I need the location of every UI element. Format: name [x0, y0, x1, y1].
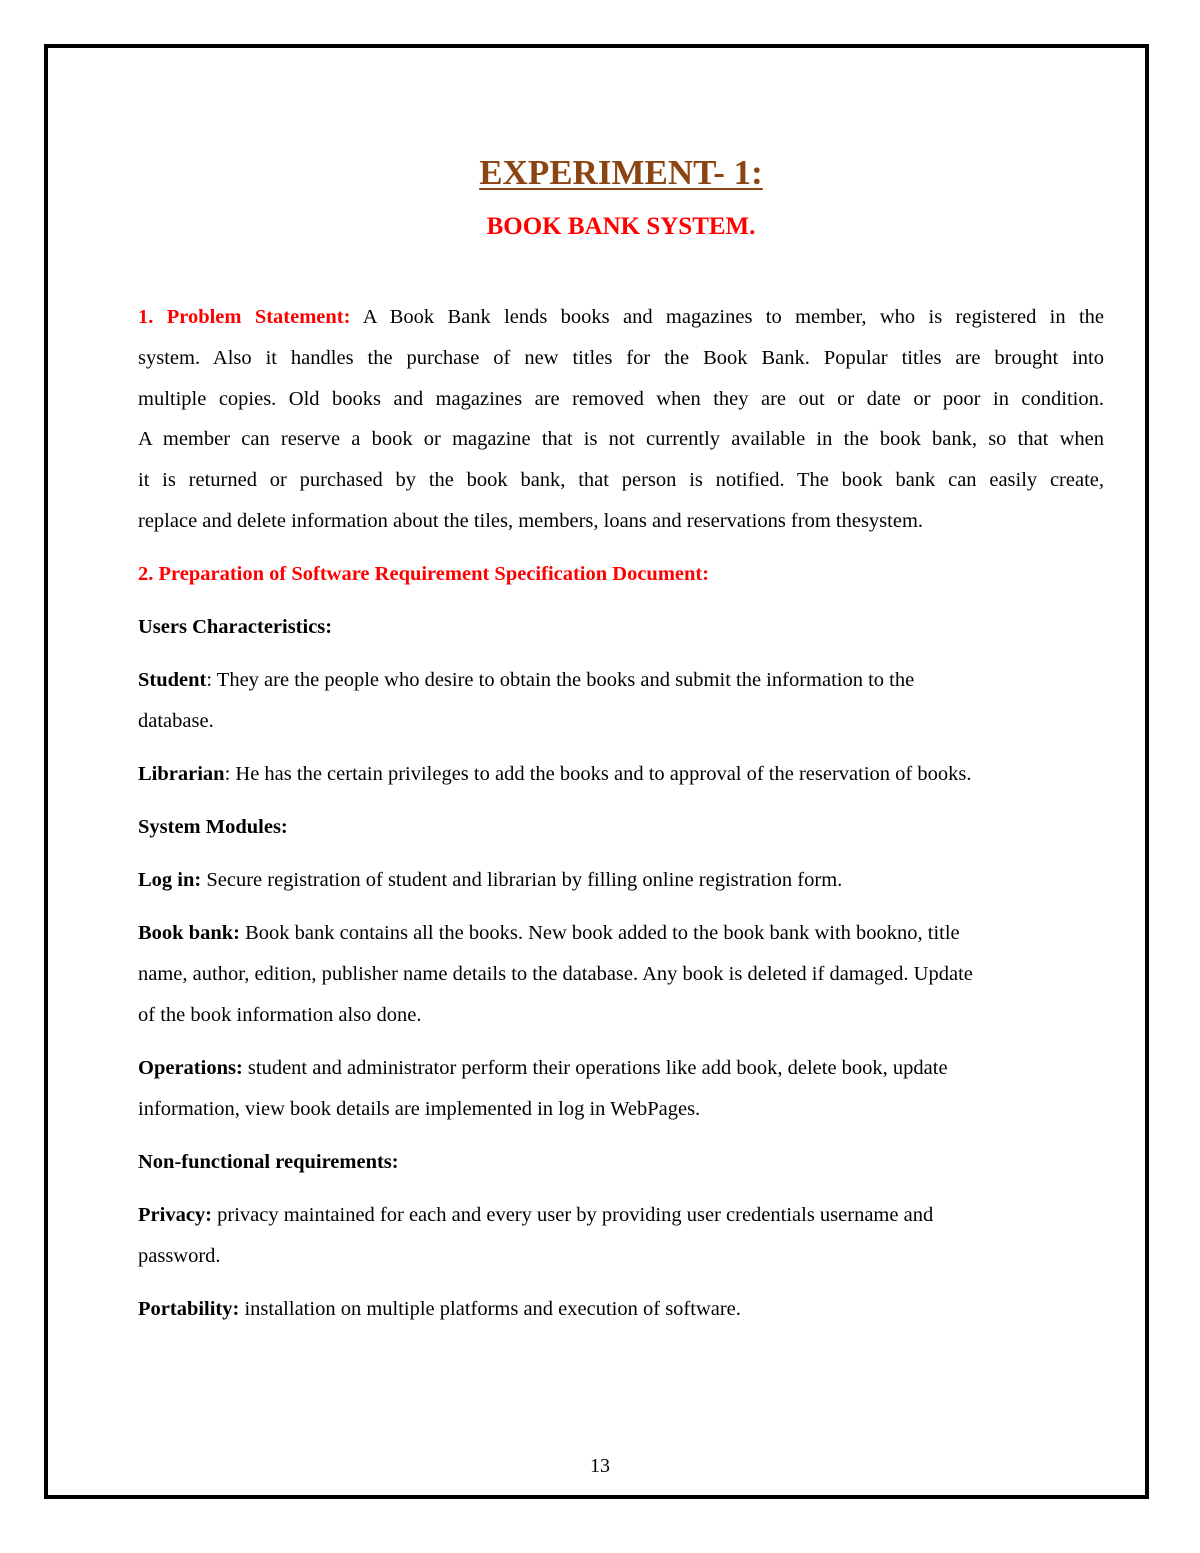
bookbank-text: Book bank contains all the books. New book added to the book bank with bookno, title — [239, 921, 960, 944]
problem-statement-line — [138, 297, 1104, 338]
operations-text-line2: information, view book details are implemented in log in WebPages. — [138, 1097, 701, 1120]
problem-statement — [138, 297, 1104, 542]
document-title: EXPERIMENT- 1: — [479, 153, 763, 192]
bookbank-text-line2: name, author, edition, publisher name details to the database. Any book is deleted if damaged. Update — [138, 962, 973, 985]
users-characteristics-heading: Users Characteristics: — [138, 615, 333, 638]
login-module — [138, 860, 1104, 901]
portability-label: Portability: — [138, 1297, 240, 1320]
page-number: 13 — [590, 1455, 610, 1477]
problem-statement-line: system. Also it handles the purchase of new titles for the Book Bank. Popular titles are brought into — [138, 346, 1104, 369]
portability-requirement — [138, 1289, 1104, 1330]
librarian-text: : He has the certain privileges to add the books and to approval of the reservation of books. — [224, 762, 972, 785]
problem-statement-line: replace and delete information about the tiles, members, loans and reservations from thesystem. — [138, 509, 924, 532]
librarian-label: Librarian — [138, 762, 225, 785]
login-text: Secure registration of student and librarian by filling online registration form. — [201, 868, 843, 891]
bookbank-text-line3: of the book information also done. — [138, 1003, 422, 1026]
nonfunctional-heading: Non-functional requirements: — [138, 1150, 399, 1173]
problem-statement-line: it is returned or purchased by the book bank, that person is notified. The book bank can easily create, — [138, 469, 1104, 492]
bookbank-module — [138, 913, 1104, 1036]
student-label: Student — [138, 668, 207, 691]
student-description — [138, 660, 1104, 742]
document-subtitle: BOOK BANK SYSTEM. — [486, 213, 756, 240]
document-body — [138, 148, 1104, 1330]
student-text: : They are the people who desire to obtain the books and submit the information to the — [206, 668, 915, 691]
srs-heading: 2. Preparation of Software Requirement Specification Document: — [138, 562, 710, 585]
librarian-description — [138, 754, 1104, 795]
login-label: Log in: — [138, 868, 202, 891]
system-modules-heading: System Modules: — [138, 815, 288, 838]
problem-statement-text: A Book Bank lends books and magazines to member, who is registered in the — [362, 306, 1105, 328]
problem-statement-label: 1. Problem Statement: — [138, 306, 351, 328]
privacy-text: privacy maintained for each and every user by providing user credentials username and — [212, 1203, 934, 1226]
student-text-cont: database. — [138, 709, 214, 732]
operations-module — [138, 1048, 1104, 1130]
problem-statement-line: multiple copies. Old books and magazines are removed when they are out or date or poor in condition. — [138, 387, 1104, 410]
operations-label: Operations: — [138, 1056, 243, 1079]
privacy-text-line2: password. — [138, 1244, 221, 1267]
privacy-requirement — [138, 1195, 1104, 1277]
portability-text: installation on multiple platforms and execution of software. — [239, 1297, 741, 1320]
privacy-label: Privacy: — [138, 1203, 212, 1226]
operations-text: student and administrator perform their operations like add book, delete book, update — [242, 1056, 948, 1079]
problem-statement-line: A member can reserve a book or magazine that is not currently available in the book bank, so that when — [138, 428, 1104, 451]
bookbank-label: Book bank: — [138, 921, 240, 944]
